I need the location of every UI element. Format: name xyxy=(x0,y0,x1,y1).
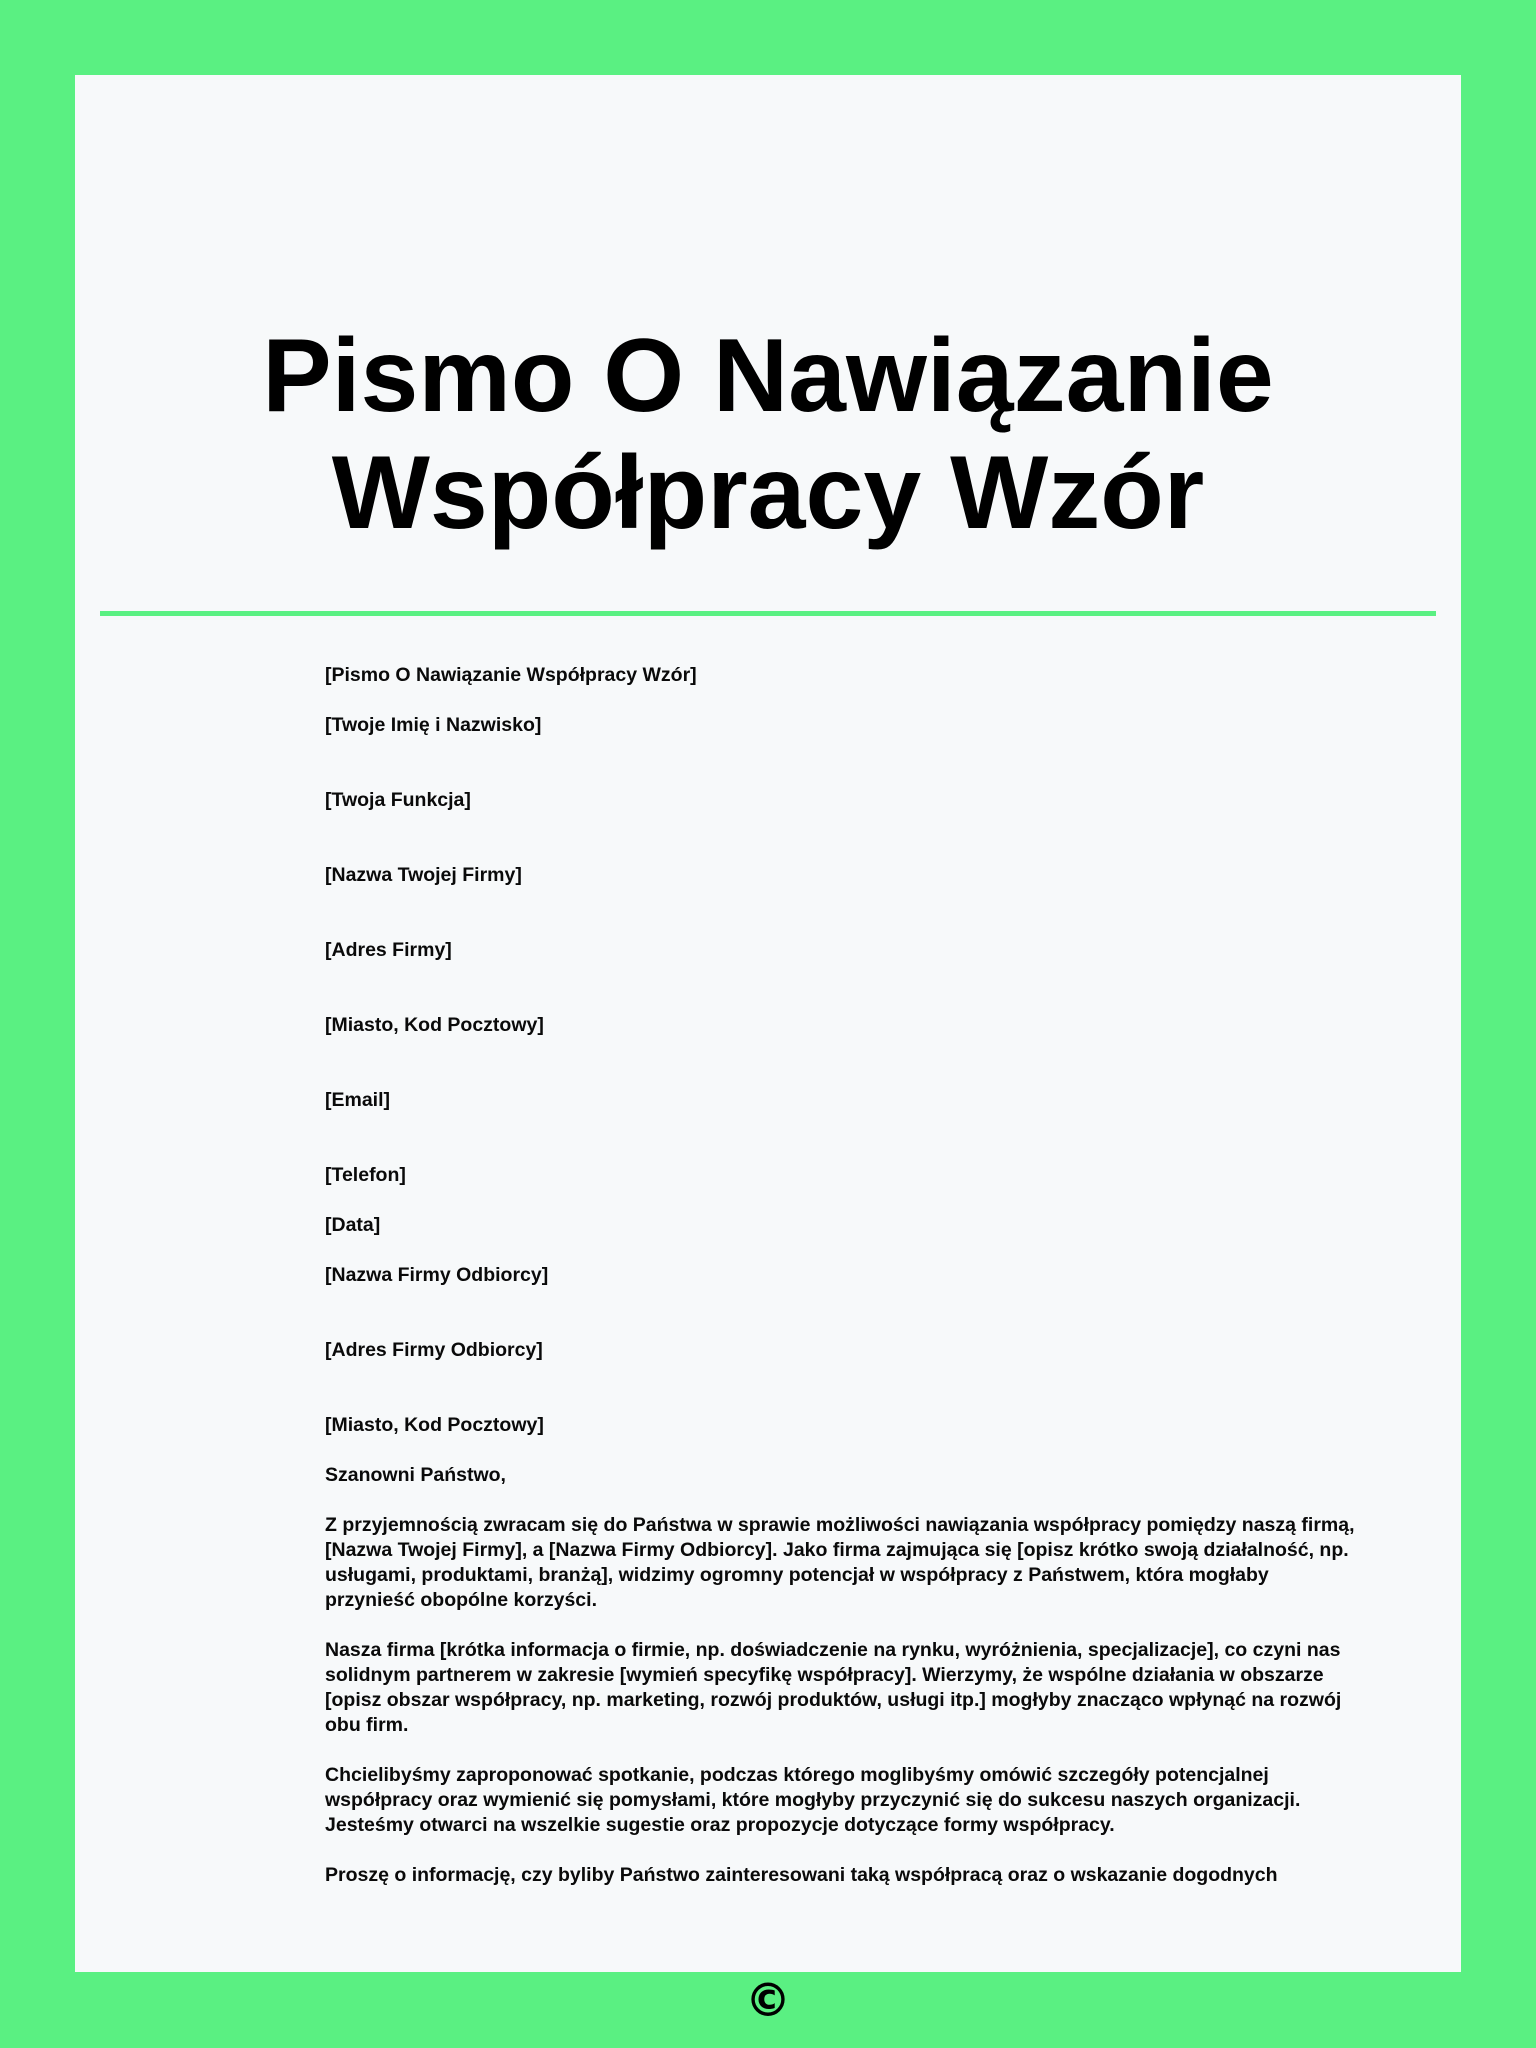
title-line-1: Pismo O Nawiązanie xyxy=(262,318,1274,434)
paragraph-intro: Z przyjemnością zwracam się do Państwa w sprawie możliwości nawiązania współpracy pomiędzy naszą firmą, [Nazwa Twojej Firmy], a [Nazwa Firmy Odbiorcy]. Jako firma zajmująca się [opisz krótko swoją działalność, np. usługami, produktami, branżą], widzimy ogromny potencjał w współpracy z Państwem, która mogłaby przynieść obopólne korzyści. xyxy=(325,1514,1355,1611)
field-document-name: [Pismo O Nawiązanie Współpracy Wzór] xyxy=(325,664,697,686)
field-sender-name: [Twoje Imię i Nazwisko] xyxy=(325,714,542,736)
field-sender-role: [Twoja Funkcja] xyxy=(325,789,471,811)
paragraph-meeting: Chcielibyśmy zaproponować spotkanie, podczas którego moglibyśmy omówić szczegóły potencjalnej współpracy oraz wymienić się pomysłami, które mogłyby przyczynić się do sukcesu naszych organizacji. Jesteśmy otwarci na wszelkie sugestie oraz propozycje dotyczące formy współpracy. xyxy=(325,1764,1301,1836)
field-sender-company: [Nazwa Twojej Firmy] xyxy=(325,864,522,886)
title-divider xyxy=(100,611,1436,616)
field-sender-city: [Miasto, Kod Pocztowy] xyxy=(325,1014,544,1036)
document-page xyxy=(75,75,1461,2027)
document-title xyxy=(75,318,1461,552)
copyright-icon: © xyxy=(745,1973,791,2027)
field-sender-phone: [Telefon] xyxy=(325,1164,406,1186)
paragraph-company: Nasza firma [krótka informacja o firmie, np. doświadczenie na rynku, wyróżnienia, specjalizacje], co czyni nas solidnym partnerem w zakresie [wymień specyfikę współpracy]. Wierzymy, że wspólne działania w obszarze [opisz obszar współpracy, np. marketing, rozwój produktów, usługi itp.] mogłyby znacząco wpłynąć na rozwój obu firm. xyxy=(325,1639,1342,1736)
field-recipient-city: [Miasto, Kod Pocztowy] xyxy=(325,1414,544,1436)
letter-body xyxy=(325,663,1355,1913)
paragraph-request: Proszę o informację, czy byliby Państwo zainteresowani taką współpracą oraz o wskazanie dogodnych xyxy=(325,1864,1278,1886)
title-line-2: Współpracy Wzór xyxy=(331,435,1205,551)
field-recipient-address: [Adres Firmy Odbiorcy] xyxy=(325,1339,543,1361)
field-recipient-company: [Nazwa Firmy Odbiorcy] xyxy=(325,1264,549,1286)
greeting: Szanowni Państwo, xyxy=(325,1464,506,1486)
field-date: [Data] xyxy=(325,1214,381,1236)
field-sender-address: [Adres Firmy] xyxy=(325,939,452,961)
field-sender-email: [Email] xyxy=(325,1089,391,1111)
